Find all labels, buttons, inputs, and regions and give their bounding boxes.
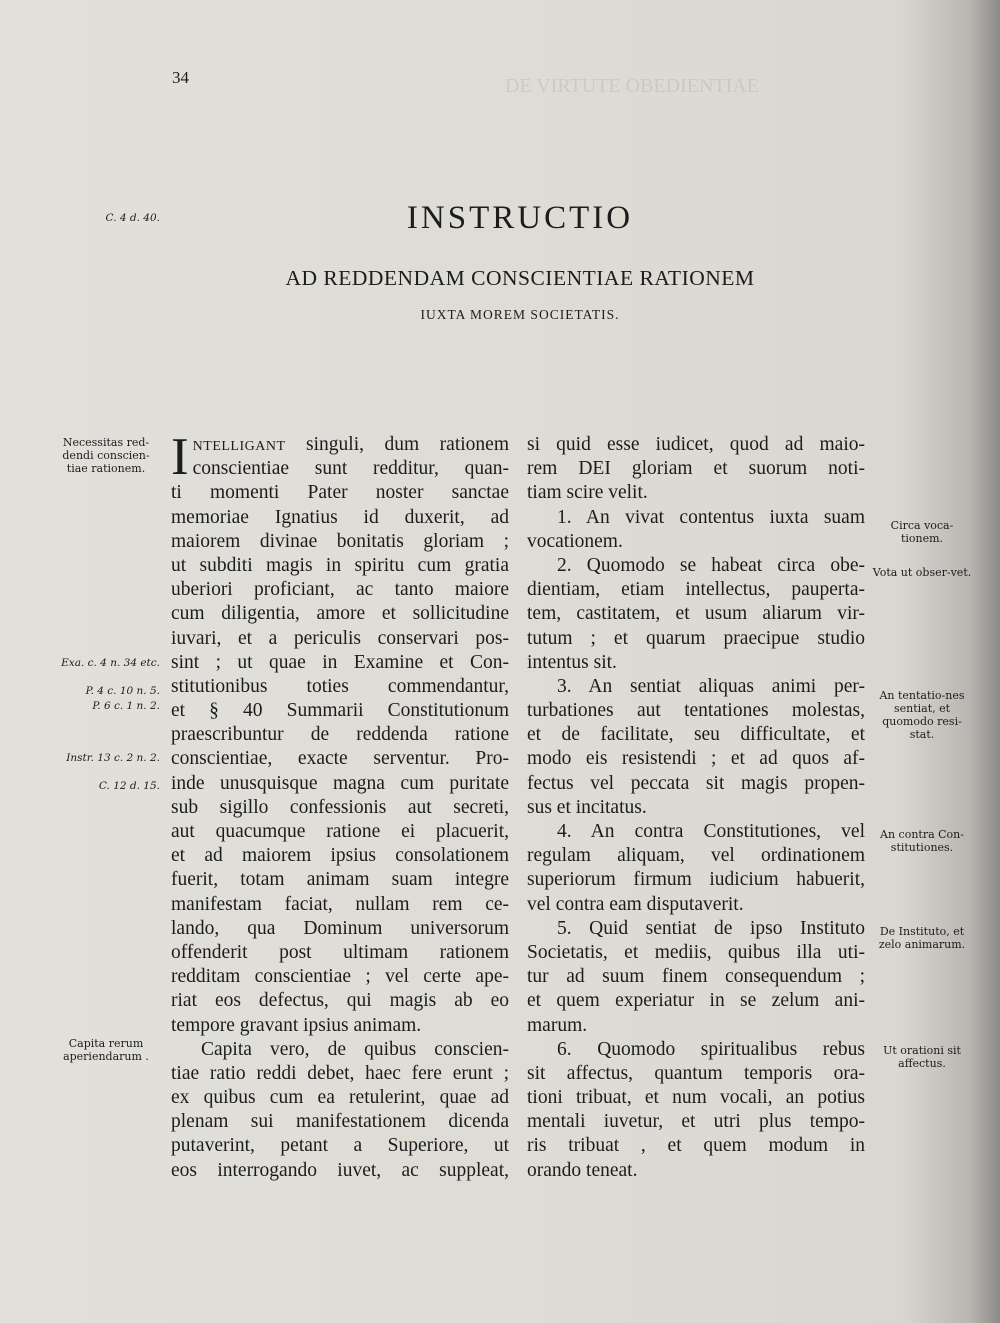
text-line: dientiam, etiam intellectus, pauperta- xyxy=(527,579,865,601)
first-word: NTELLIGANT xyxy=(192,439,286,454)
text-line: fuerit, totam animam suam integre xyxy=(171,869,509,891)
margin-note: An contra Con-stitutiones. xyxy=(880,828,964,854)
text-line: ex quibus cum ea retulerint, quae ad xyxy=(171,1087,509,1109)
text-line: NTELLIGANT singuli, dum rationem xyxy=(192,434,509,455)
text-line: aut quacumque ratione ei placuerit, xyxy=(171,821,509,842)
margin-note: P. 6 c. 1 n. 2. xyxy=(92,700,160,712)
text-line: sub sigillo confessionis aut secreti, xyxy=(171,796,509,818)
margin-note: An tentatio-nes sentiat, et quomodo resi-stat. xyxy=(879,689,965,741)
text-line: marum. xyxy=(527,1014,588,1036)
text-line: ris tribuat , et quem modum in xyxy=(527,1135,865,1157)
bleed-through-text: DE VIRTUTE OBEDIENTIAE xyxy=(505,75,759,97)
text-line: memoriae Ignatius id duxerit, ad xyxy=(171,506,509,528)
text-line: eos interrogando iuvet, ac suppleat, xyxy=(171,1159,509,1181)
text-line: redditam conscientiae ; vel certe ape- xyxy=(171,966,509,988)
margin-note: Necessitas red-dendi conscien-tiae rationem. xyxy=(62,436,150,475)
body-column-left xyxy=(171,428,509,1183)
text-line: praescribuntur de reddenda ratione xyxy=(171,724,509,746)
text-line: regulam aliquam, vel ordinationem xyxy=(527,845,865,867)
margin-note: Vota ut obser-vet. xyxy=(872,566,972,579)
text-line: turbationes aut tentationes molestas, xyxy=(527,700,865,722)
margin-note: P. 4 c. 10 n. 5. xyxy=(85,685,160,697)
page-title: INSTRUCTIO xyxy=(406,200,634,236)
body-column-right xyxy=(527,433,865,1183)
text-line: maiorem divinae bonitatis gloriam ; xyxy=(171,530,509,552)
margin-note: Exa. c. 4 n. 34 etc. xyxy=(61,657,160,669)
page-number: 34 xyxy=(172,68,189,87)
text-line: vocationem. xyxy=(527,530,623,552)
text-line: tempore gravant ipsius animam. xyxy=(171,1014,422,1036)
text-line: conscientiae, exacte serventur. Pro- xyxy=(171,748,509,770)
text-line: offenderit post ultimam rationem xyxy=(171,941,509,963)
text-line: putaverint, petant a Superiore, ut xyxy=(171,1135,509,1157)
text-line: riat eos defectus, qui magis ab eo xyxy=(171,990,509,1012)
text-line: sus et incitatus. xyxy=(527,796,647,818)
text-line: sit affectus, quantum temporis ora- xyxy=(527,1062,865,1084)
text-line: manifestam faciat, nullam rem ce- xyxy=(171,893,509,915)
margin-note: Circa voca-tionem. xyxy=(890,519,954,545)
text-line: et quem experiatur in se zelum ani- xyxy=(527,990,865,1012)
text-line: intentus sit. xyxy=(527,651,617,673)
text-line: orando teneat. xyxy=(527,1159,638,1181)
text-line: uberiori proficiant, ac tanto maiore xyxy=(171,579,509,601)
text-line: tutum ; et quarum praecipue studio xyxy=(527,627,865,649)
text-line: mentali iuvetur, et utri plus tempo- xyxy=(527,1111,865,1133)
page-subtitle: AD REDDENDAM CONSCIENTIAE RATIONEM xyxy=(285,266,755,290)
text-line: tioni tribuat, et num vocali, an potius xyxy=(527,1087,865,1109)
text-line: vel contra eam disputaverit. xyxy=(527,893,744,915)
text-line: et ad maiorem ipsius consolationem xyxy=(171,845,509,867)
text-line: tem, castitatem, et usum aliarum vir- xyxy=(527,603,865,625)
margin-note: Instr. 13 c. 2 n. 2. xyxy=(66,752,160,764)
text-line: 5. Quid sentiat de ipso Instituto xyxy=(557,917,865,939)
text-line: tiae ratio reddi debet, haec fere erunt ; xyxy=(171,1062,509,1084)
text-line: rem DEI gloriam et suorum noti- xyxy=(527,458,865,480)
text-line: superiorum firmum iudicium habuerit, xyxy=(527,869,865,891)
margin-note: Capita rerum aperiendarum . xyxy=(63,1037,149,1063)
text-line: iuvari, et a periculis conservari pos- xyxy=(171,627,509,649)
text-line: ti momenti Pater noster sanctae xyxy=(171,482,509,504)
margin-note: C. 4 d. 40. xyxy=(105,212,160,224)
page-subsubtitle: IUXTA MOREM SOCIETATIS. xyxy=(420,307,620,322)
text-line: et § 40 Summarii Constitutionum xyxy=(171,700,509,722)
text-line: 1. An vivat contentus iuxta suam xyxy=(557,506,865,528)
text-line: 3. An sentiat aliquas animi per- xyxy=(557,675,865,697)
text-line: et de facilitate, seu difficultate, et xyxy=(527,724,865,746)
text-line: ut subditi magis in spiritu cum gratia xyxy=(171,554,509,576)
text-line: si quid esse iudicet, quod ad maio- xyxy=(527,434,865,455)
text-line: 4. An contra Constitutiones, vel xyxy=(557,821,865,842)
text-line: sint ; ut quae in Examine et Con- xyxy=(171,651,509,673)
text-line: tur ad suum finem consequendum ; xyxy=(527,966,865,988)
text-line: Capita vero, de quibus conscien- xyxy=(201,1038,509,1060)
text-line: conscientiae sunt redditur, quan- xyxy=(192,458,509,480)
text-line: stitutionibus toties commendantur, xyxy=(171,675,509,697)
text-line: Societatis, et mediis, quibus illa uti- xyxy=(527,941,865,963)
text-line: cum diligentia, amore et sollicitudine xyxy=(171,603,509,625)
text-line: tiam scire velit. xyxy=(527,482,648,504)
text-line: inde unusquisque magna cum puritate xyxy=(171,772,509,794)
drop-cap: I xyxy=(171,428,189,486)
text-line: modo eis resistendi ; et ad quos af- xyxy=(527,748,865,770)
text-line: 2. Quomodo se habeat circa obe- xyxy=(557,554,865,576)
margin-note: De Instituto, et zelo animarum. xyxy=(878,925,966,951)
margin-note: Ut orationi sit affectus. xyxy=(883,1044,961,1070)
text-line: lando, qua Dominum universorum xyxy=(171,917,509,939)
text-line: fectus vel peccata sit magis propen- xyxy=(527,772,865,794)
text-line: plenam sui manifestationem dicenda xyxy=(171,1111,509,1133)
text-line: 6. Quomodo spiritualibus rebus xyxy=(557,1038,865,1060)
margin-note: C. 12 d. 15. xyxy=(98,780,160,792)
